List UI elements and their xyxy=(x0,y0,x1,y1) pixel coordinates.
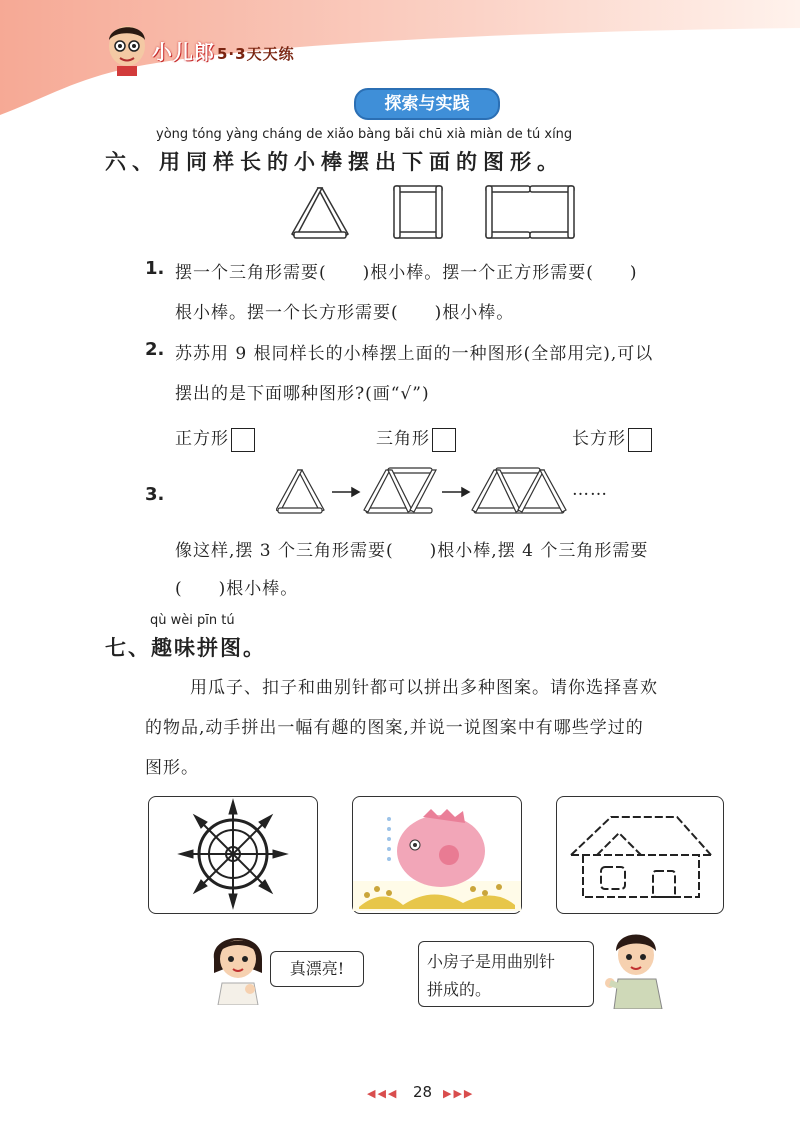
option-square xyxy=(175,424,255,452)
q6-title: 六、用同样长的小棒摆出下面的图形。 xyxy=(105,150,564,174)
boy-speech-bubble xyxy=(418,941,594,1007)
q6-item1-number: 1. xyxy=(145,258,165,279)
q6-item1-line2: 根小棒。摆一个长方形需要( )根小棒。 xyxy=(175,303,515,323)
option-rectangle-label: 长方形 xyxy=(572,429,626,449)
q6-item1-line1: 摆一个三角形需要( )根小棒。摆一个正方形需要( ) xyxy=(175,263,638,283)
footer-arrows-left: ◀◀◀ xyxy=(367,1087,399,1100)
sequence-ellipsis: …… xyxy=(572,480,608,500)
sequence-two-triangles xyxy=(364,468,436,513)
panel-button-pattern xyxy=(352,796,522,914)
girl-speech-text: 真漂亮! xyxy=(289,959,345,978)
section-badge: 探索与实践 xyxy=(354,88,500,120)
q7-title: 七、趣味拼图。 xyxy=(105,636,266,660)
arrow-icon xyxy=(332,488,359,496)
q7-paragraph-line3: 图形。 xyxy=(145,758,199,778)
arrow-icon xyxy=(442,488,469,496)
q6-pinyin: yòng tóng yàng cháng de xiǎo bàng bǎi chū xià miàn de tú xíng xyxy=(156,127,573,142)
girl-illustration xyxy=(206,925,270,1005)
boy-illustration xyxy=(600,925,670,1009)
sequence-one-triangle xyxy=(276,470,324,513)
stick-shapes-figure xyxy=(290,182,580,244)
q7-paragraph-line2: 的物品,动手拼出一幅有趣的图案,并说一说图案中有哪些学过的 xyxy=(145,718,644,738)
triangle-sequence-figure xyxy=(276,466,576,518)
option-rectangle xyxy=(572,424,652,452)
option-square-checkbox[interactable] xyxy=(231,428,255,452)
option-triangle xyxy=(376,424,456,452)
q6-item2-line1: 苏苏用 9 根同样长的小棒摆上面的一种图形(全部用完),可以 xyxy=(175,344,654,364)
option-triangle-checkbox[interactable] xyxy=(432,428,456,452)
girl-speech-bubble xyxy=(270,951,364,987)
brand-main: 小儿郎 xyxy=(152,40,215,64)
option-triangle-label: 三角形 xyxy=(376,429,430,449)
brand-title xyxy=(152,36,295,65)
q7-pinyin: qù wèi pīn tú xyxy=(150,613,235,628)
brand-sub: 5·3天天练 xyxy=(217,45,295,63)
page-number: 28 xyxy=(413,1083,433,1101)
option-rectangle-checkbox[interactable] xyxy=(628,428,652,452)
stick-rectangle xyxy=(486,186,574,238)
q7-paragraph-line1: 用瓜子、扣子和曲别针都可以拼出多种图案。请你选择喜欢 xyxy=(190,678,658,698)
sequence-three-triangles xyxy=(472,468,566,513)
option-square-label: 正方形 xyxy=(175,429,229,449)
button-fish-image xyxy=(353,797,521,913)
panel-seed-pattern xyxy=(148,796,318,914)
footer-arrows-right: ▶▶▶ xyxy=(443,1087,475,1100)
q6-item3-line2: ( )根小棒。 xyxy=(175,579,299,599)
q6-item2-line2: 摆出的是下面哪种图形?(画“√”) xyxy=(175,384,430,404)
boy-speech-line2: 拼成的。 xyxy=(427,980,492,999)
panel-paperclip-pattern xyxy=(556,796,724,914)
boy-speech-line1: 小房子是用曲别针 xyxy=(427,952,556,971)
q6-item2-number: 2. xyxy=(145,339,165,360)
mascot-logo xyxy=(104,16,150,76)
stick-square xyxy=(394,186,442,238)
q6-item3-line1: 像这样,摆 3 个三角形需要( )根小棒,摆 4 个三角形需要 xyxy=(175,541,649,561)
paperclip-house-image xyxy=(557,797,723,913)
seed-wheel-image xyxy=(149,797,317,913)
q6-item3-number: 3. xyxy=(145,484,165,505)
stick-triangle xyxy=(292,188,348,238)
